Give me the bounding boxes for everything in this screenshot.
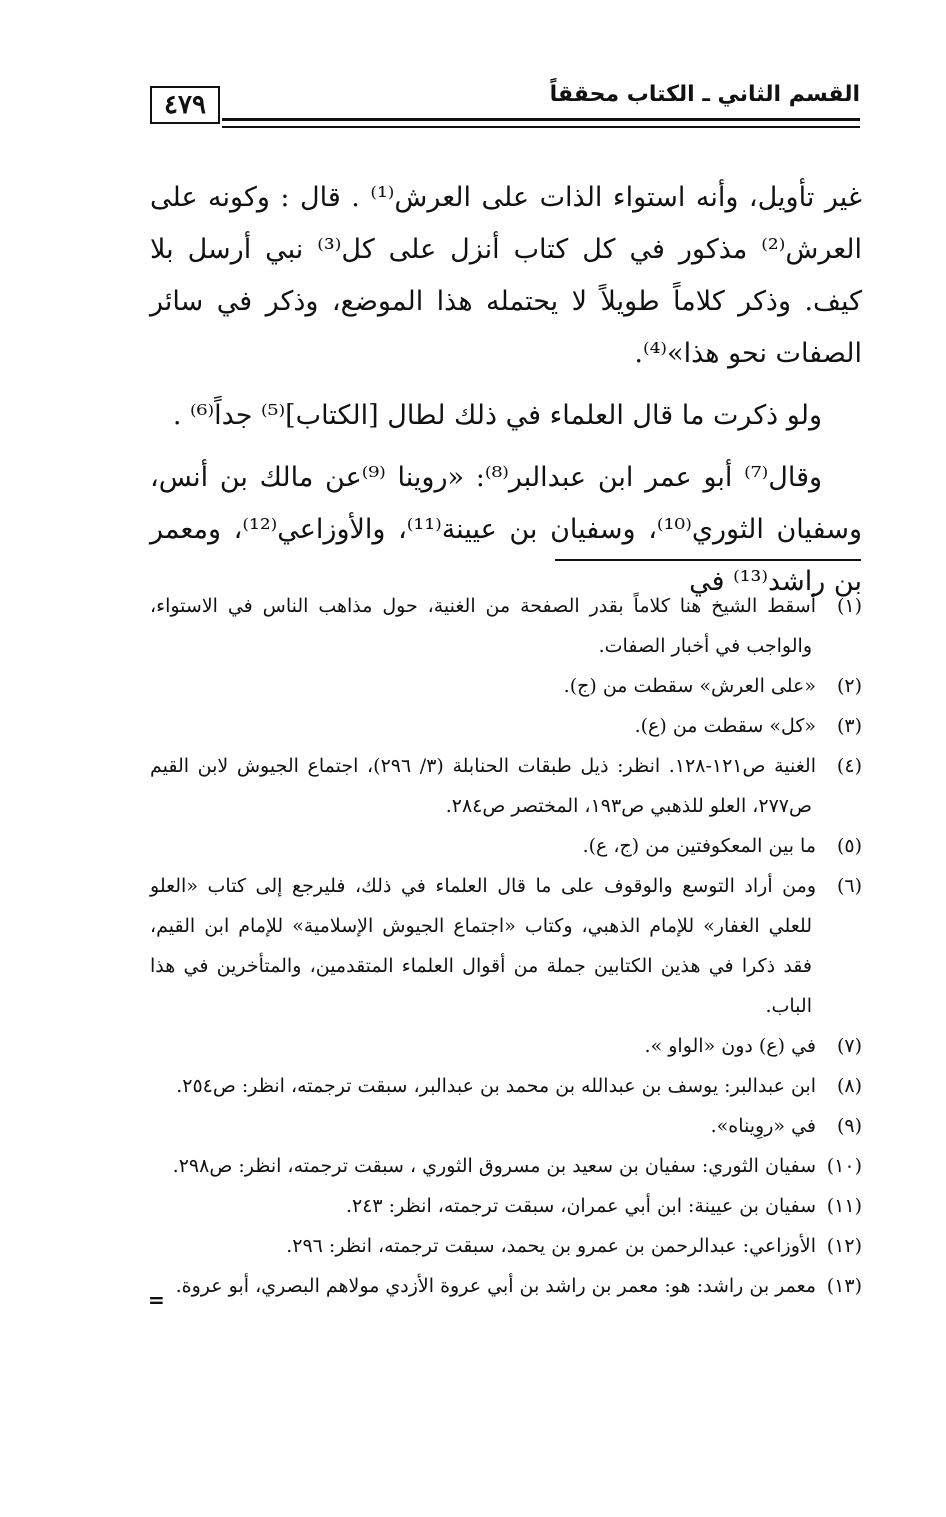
footnote-number: (٩) — [836, 1115, 862, 1137]
paragraph: وقال⁽⁷⁾ أبو عمر ابن عبدالبر⁽⁸⁾: «روينا ⁽⁹⁾عن مالك بن أنس، وسفيان الثوري⁽¹⁰⁾، وسفيان بن عيينة⁽¹¹⁾، والأوزاعي⁽¹²⁾، ومعمر بن راشد⁽¹³⁾ في — [150, 462, 862, 597]
footnote — [150, 1066, 862, 1106]
footnote — [150, 1146, 862, 1186]
footnote-text: ابن عبدالبر: يوسف بن عبدالله بن محمد بن عبدالبر، سبقت ترجمته، انظر: ص٢٥٤. — [176, 1075, 816, 1097]
footnote-text: الغنية ص١٢١-١٢٨. انظر: ذيل طبقات الحنابلة (٣/ ٢٩٦)، اجتماع الجيوش لابن القيم ص٢٧٧، العلو للذهبي ص١٩٣، المختصر ص٢٨٤. — [150, 755, 816, 817]
page-number: ٤٧٩ — [150, 86, 220, 124]
continuation-mark: = — [148, 1288, 165, 1312]
footnote — [150, 746, 862, 826]
footnote-text: معمر بن راشد: هو: معمر بن راشد بن أبي عروة الأزدي مولاهم البصري، أبو عروة. — [175, 1275, 816, 1297]
footnote-text: في «روِيناه». — [710, 1115, 816, 1137]
footnote-text: سفيان الثوري: سفيان بن سعيد بن مسروق الثوري ، سبقت ترجمته، انظر: ص٢٩٨. — [172, 1155, 816, 1177]
footnote-text: ومن أراد التوسع والوقوف على ما قال العلماء في ذلك، فليرجع إلى كتاب «العلو للعلي الغفار» للإمام الذهبي، وكتاب «اجتماع الجيوش الإسلامية» للإمام ابن القيم، فقد ذكرا في هذين الكتابين جملة من أقوال العلماء المتقدمين، والمتأخرين في هذا الباب. — [150, 875, 816, 1017]
footnote — [150, 1226, 862, 1266]
footnote-number: (٢) — [836, 675, 862, 697]
footnote — [150, 666, 862, 706]
footnote-text: أسقط الشيخ هنا كلاماً بقدر الصفحة من الغنية، حول مذاهب الناس في الاستواء، والواجب في أخبار الصفات. — [150, 595, 816, 657]
footnote-number: (٣) — [836, 715, 862, 737]
footnote — [150, 1186, 862, 1226]
footnote — [150, 1266, 862, 1306]
footnote-number: (٨) — [836, 1075, 862, 1097]
paragraph: ولو ذكرت ما قال العلماء في ذلك لطال [الكتاب]⁽⁵⁾ جداً⁽⁶⁾ . — [172, 400, 822, 431]
footnote-text: ما بين المعكوفتين من (ج، ع). — [582, 835, 816, 857]
footnote-number: (٦) — [836, 875, 862, 897]
footnote-text: في (ع) دون «الواو ». — [644, 1035, 816, 1057]
footnote — [150, 706, 862, 746]
footnote-number: (٤) — [836, 755, 862, 777]
footnote-text: «كل» سقطت من (ع). — [634, 715, 816, 737]
footnote-text: الأوزاعي: عبدالرحمن بن عمرو بن يحمد، سبقت ترجمته، انظر: ٢٩٦. — [286, 1235, 816, 1257]
footnote — [150, 1026, 862, 1066]
header-rule-thin — [222, 126, 860, 128]
header-rule — [222, 118, 860, 121]
running-title: القسم الثاني ـ الكتاب محققاً — [549, 82, 860, 107]
footnote-number: (٧) — [836, 1035, 862, 1057]
paragraph: غير تأويل، وأنه استواء الذات على العرش⁽¹⁾ . قال : وكونه على العرش⁽²⁾ مذكور في كل كتاب أنزل على كل⁽³⁾ نبي أرسل بلا كيف. وذكر كلاماً طويلاً لا يحتمله هذا الموضع، وذكر في سائر الصفات نحو هذا»⁽⁴⁾. — [150, 182, 862, 369]
footnote-number: (١٠) — [826, 1155, 862, 1177]
footnotes — [150, 586, 862, 1306]
footnote — [150, 826, 862, 866]
footnote-number: (٥) — [836, 835, 862, 857]
main-text — [150, 172, 862, 608]
footnote-text: سفيان بن عيينة: ابن أبي عمران، سبقت ترجمته، انظر: ٢٤٣. — [345, 1195, 816, 1217]
footnote-text: «على العرش» سقطت من (ج). — [563, 675, 816, 697]
footnote-separator — [555, 559, 861, 561]
footnote — [150, 866, 862, 1026]
footnote-number: (١١) — [826, 1195, 862, 1217]
footnote — [150, 586, 862, 666]
page-header — [150, 82, 860, 134]
footnote-number: (١) — [836, 595, 862, 617]
footnote-number: (١٣) — [826, 1275, 862, 1297]
footnote-number: (١٢) — [826, 1235, 862, 1257]
footnote — [150, 1106, 862, 1146]
